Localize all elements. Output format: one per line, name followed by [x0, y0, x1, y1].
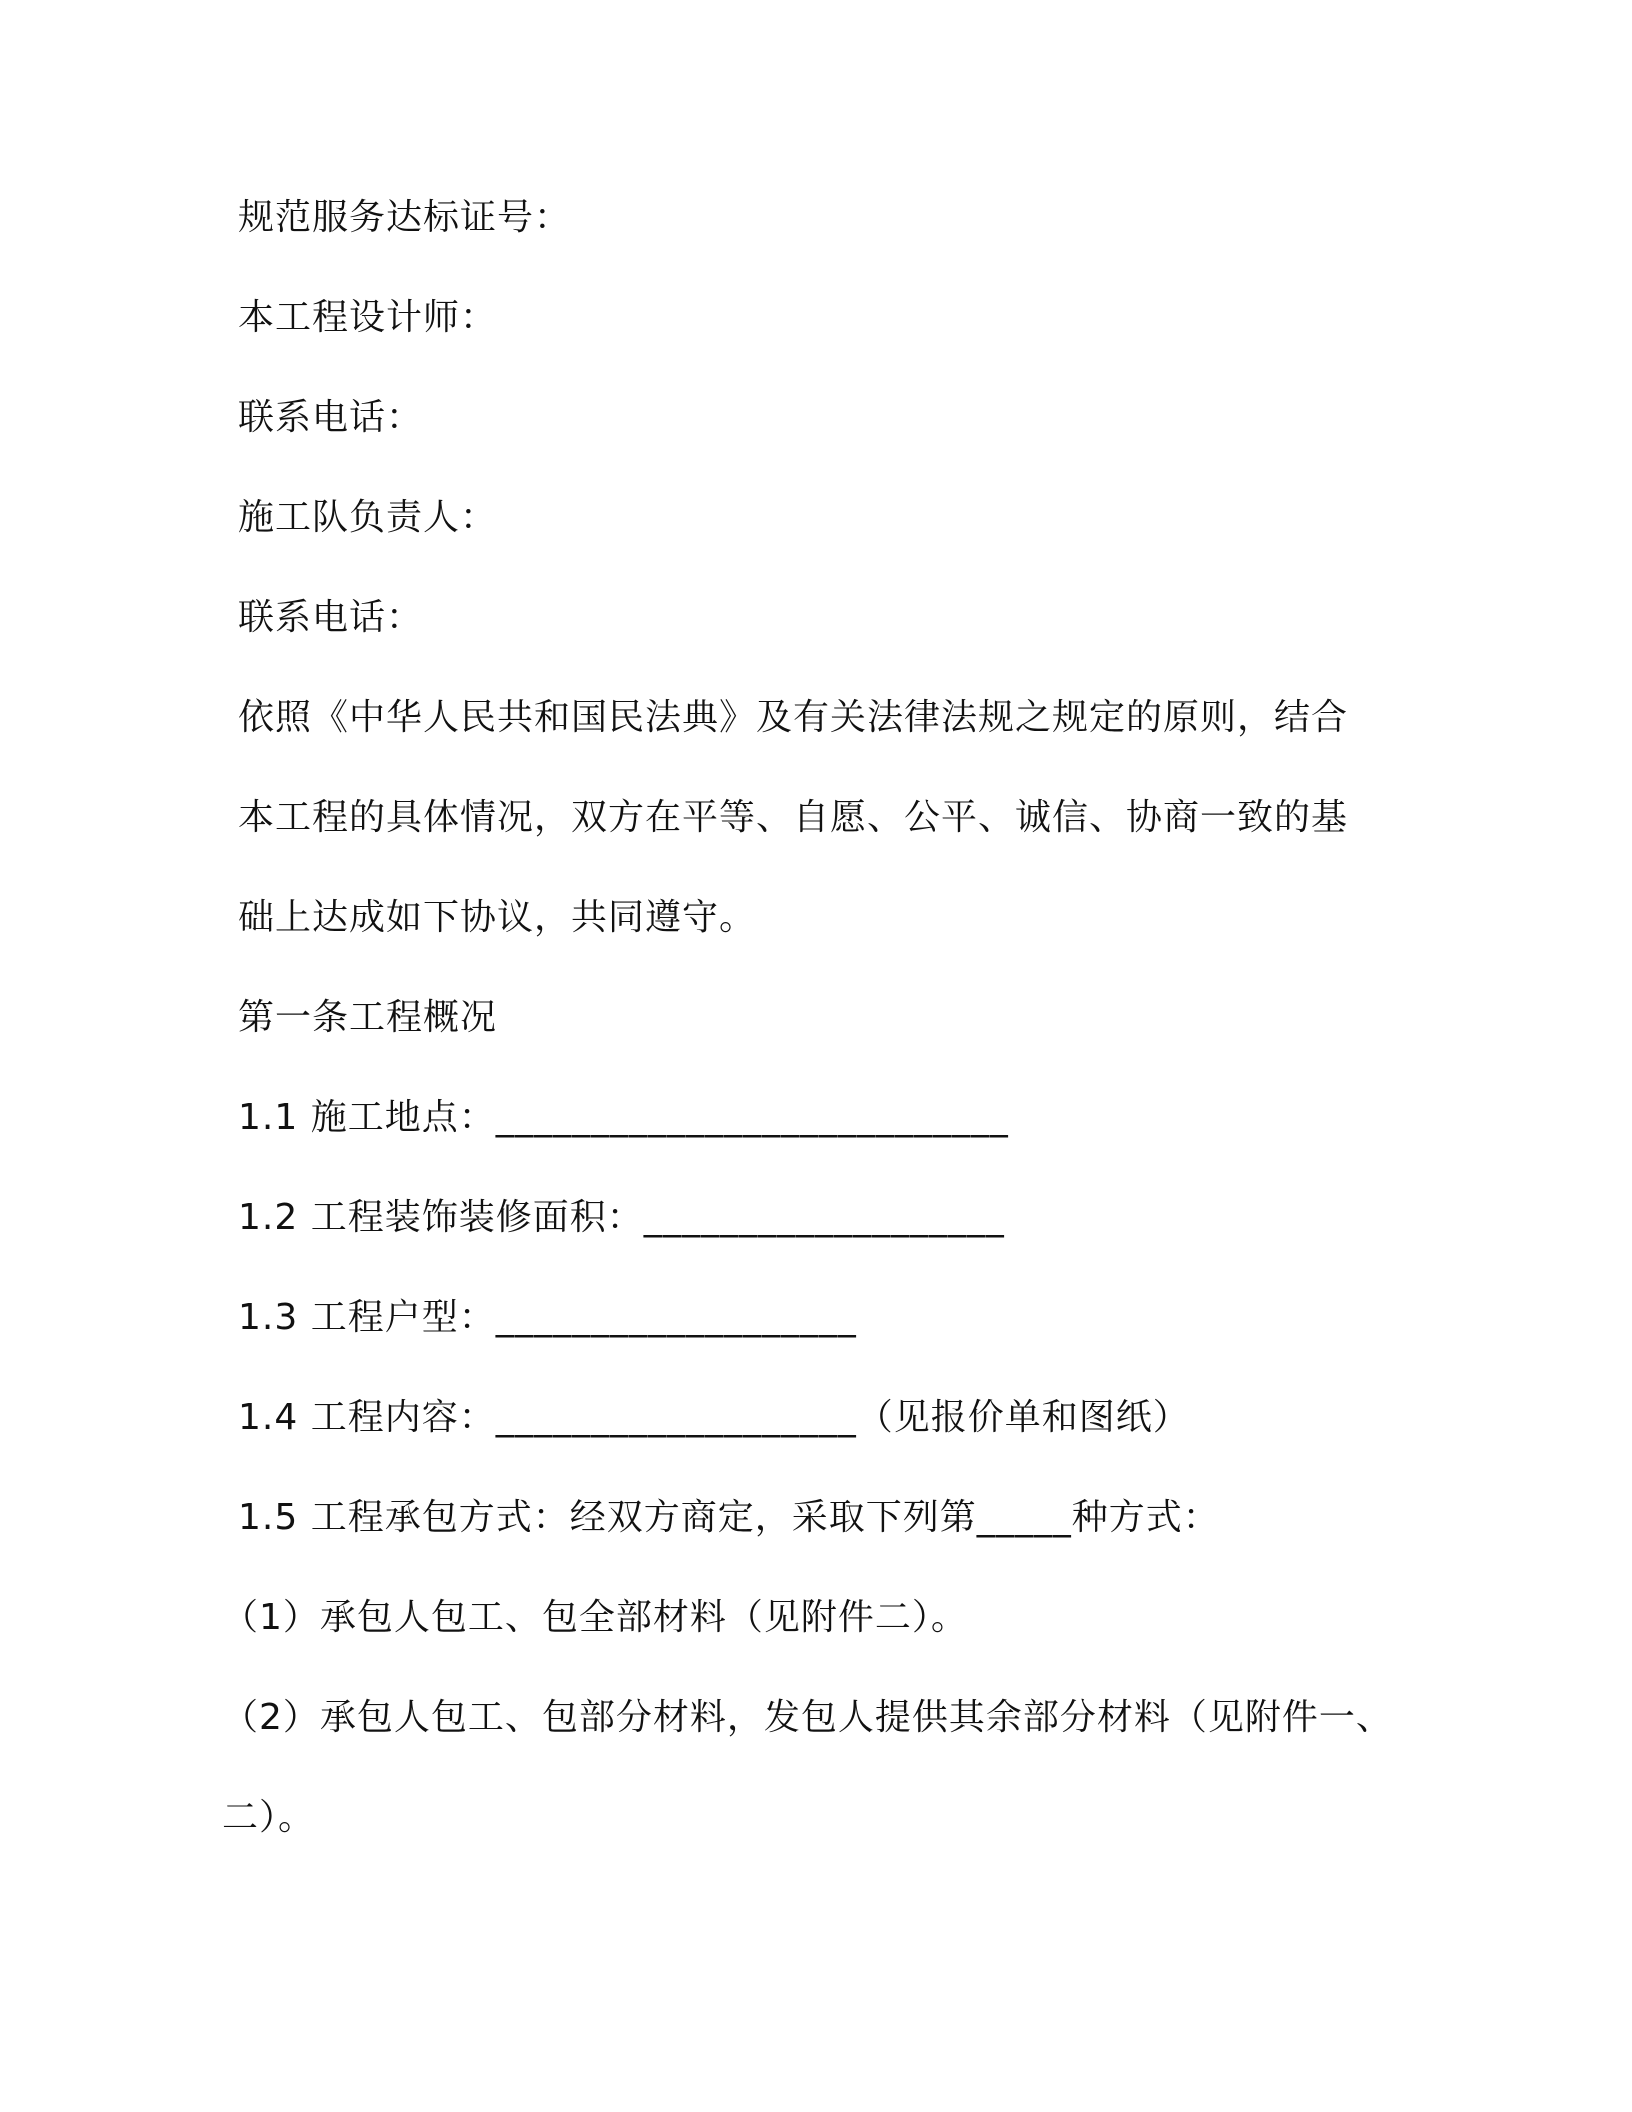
construction-lead-label: 施工队负责人： [238, 497, 498, 538]
clause-1-3: 1.3 工程户型：___________________ [238, 1297, 857, 1338]
option-1: （1）承包人包工、包全部材料（见附件二）。 [222, 1597, 968, 1638]
registration-number-label: 规范服务达标证号： [238, 197, 572, 238]
clause-1-1: 1.1 施工地点：___________________________ [238, 1097, 1009, 1138]
construction-lead-phone-label: 联系电话： [238, 597, 424, 638]
option-2-line-2: 二）。 [222, 1797, 316, 1838]
preamble-line-2: 本工程的具体情况，双方在平等、自愿、公平、诚信、协商一致的基 [238, 797, 1349, 838]
clause-1-4: 1.4 工程内容：___________________（见报价单和图纸） [238, 1397, 1190, 1438]
clause-1-2: 1.2 工程装饰装修面积：___________________ [238, 1197, 1005, 1238]
preamble-line-1: 依照《中华人民共和国民法典》及有关法律法规之规定的原则，结合 [238, 697, 1349, 738]
designer-label: 本工程设计师： [238, 297, 498, 338]
article-1-heading: 第一条工程概况 [238, 997, 498, 1038]
designer-phone-label: 联系电话： [238, 397, 424, 438]
preamble-line-3: 础上达成如下协议，共同遵守。 [238, 897, 757, 938]
option-2-line-1: （2）承包人包工、包部分材料，发包人提供其余部分材料（见附件一、 [222, 1697, 1393, 1738]
clause-1-5: 1.5 工程承包方式：经双方商定，采取下列第_____种方式： [238, 1497, 1220, 1538]
